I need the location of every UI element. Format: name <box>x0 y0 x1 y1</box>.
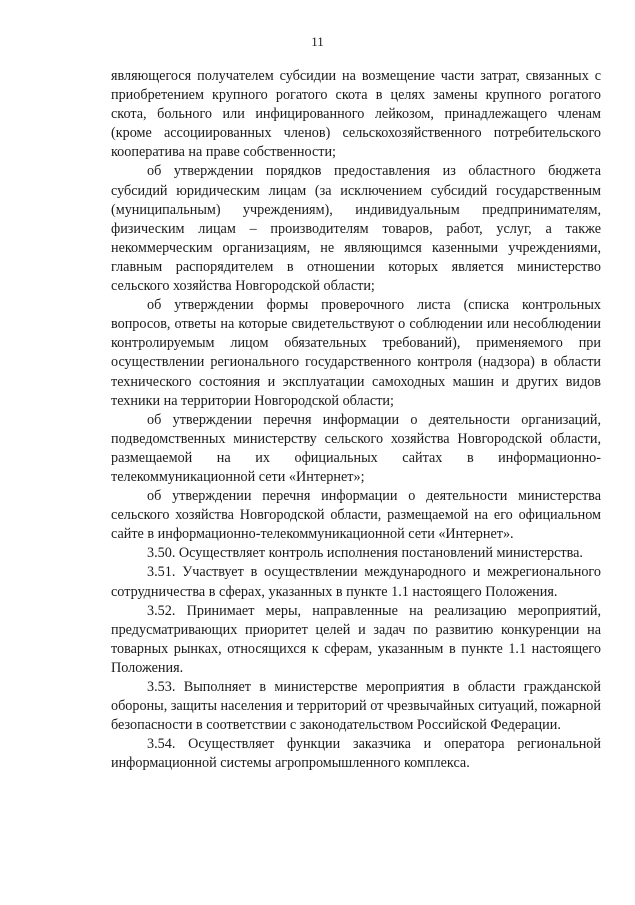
paragraph-ministry-info: об утверждении перечня информации о деятельности министерства сельского хозяйства Новгородской области, размещаемой на его официальном сайте в информационно-телекоммуникационной сети «Интернет». <box>111 488 601 543</box>
paragraph-3-52: 3.52. Принимает меры, направленные на реализацию мероприятий, предусматривающих приоритет целей и задач по развитию конкуренции на товарных рынках, относящихся к сферам, указанным в пункте 1.1 настоящего Положения. <box>111 602 601 676</box>
paragraph-subsidy-procedures: об утверждении порядков предоставления из областного бюджета субсидий юридическим лицам (за исключением субсидий государственным (муниципальным) учреждениям), индивидуальным предпринимателям, физическим лицам – производителям товаров, работ, услуг, а также некоммерческим организациям, не являющимся казенными учреждениями, главным распорядителем в отношении которых является министерство сельского хозяйства Новгородской области; <box>111 163 601 295</box>
document-body <box>111 67 601 773</box>
paragraph-3-54: 3.54. Осуществляет функции заказчика и оператора региональной информационной системы агропромышленного комплекса. <box>111 736 601 772</box>
paragraph-subordinate-orgs-info: об утверждении перечня информации о деятельности организаций, подведомственных министерству сельского хозяйства Новгородской области, размещаемой на их официальных сайтах в информационно-телекоммуникационной сети «Интернет»; <box>111 411 601 485</box>
paragraph-3-51: 3.51. Участвует в осуществлении международного и межрегионального сотрудничества в сферах, указанных в пункте 1.1 настоящего Положения. <box>111 564 601 600</box>
page-number: 11 <box>311 34 324 49</box>
paragraph-checklist-form: об утверждении формы проверочного листа (списка контрольных вопросов, ответы на которые свидетельствуют о соблюдении или несоблюдении контролируемым лицом обязательных требований), применяемого при осуществлении регионального государственного контроля (надзора) в области технического состояния и эксплуатации самоходных машин и других видов техники на территории Новгородской области; <box>111 297 601 409</box>
paragraph-continuation: являющегося получателем субсидии на возмещение части затрат, связанных с приобретением крупного рогатого скота в целях замены крупного рогатого скота, больного или инфицированного лейкозом, принадлежащего членам (кроме ассоциированных членов) сельскохозяйственного потребительского кооператива на праве собственности; <box>111 68 601 161</box>
paragraph-3-53: 3.53. Выполняет в министерстве мероприятия в области гражданской обороны, защиты населения и территорий от чрезвычайных ситуаций, пожарной безопасности в соответствии с законодательством Российской Федерации. <box>111 679 601 734</box>
paragraph-3-50: 3.50. Осуществляет контроль исполнения постановлений министерства. <box>147 545 583 562</box>
